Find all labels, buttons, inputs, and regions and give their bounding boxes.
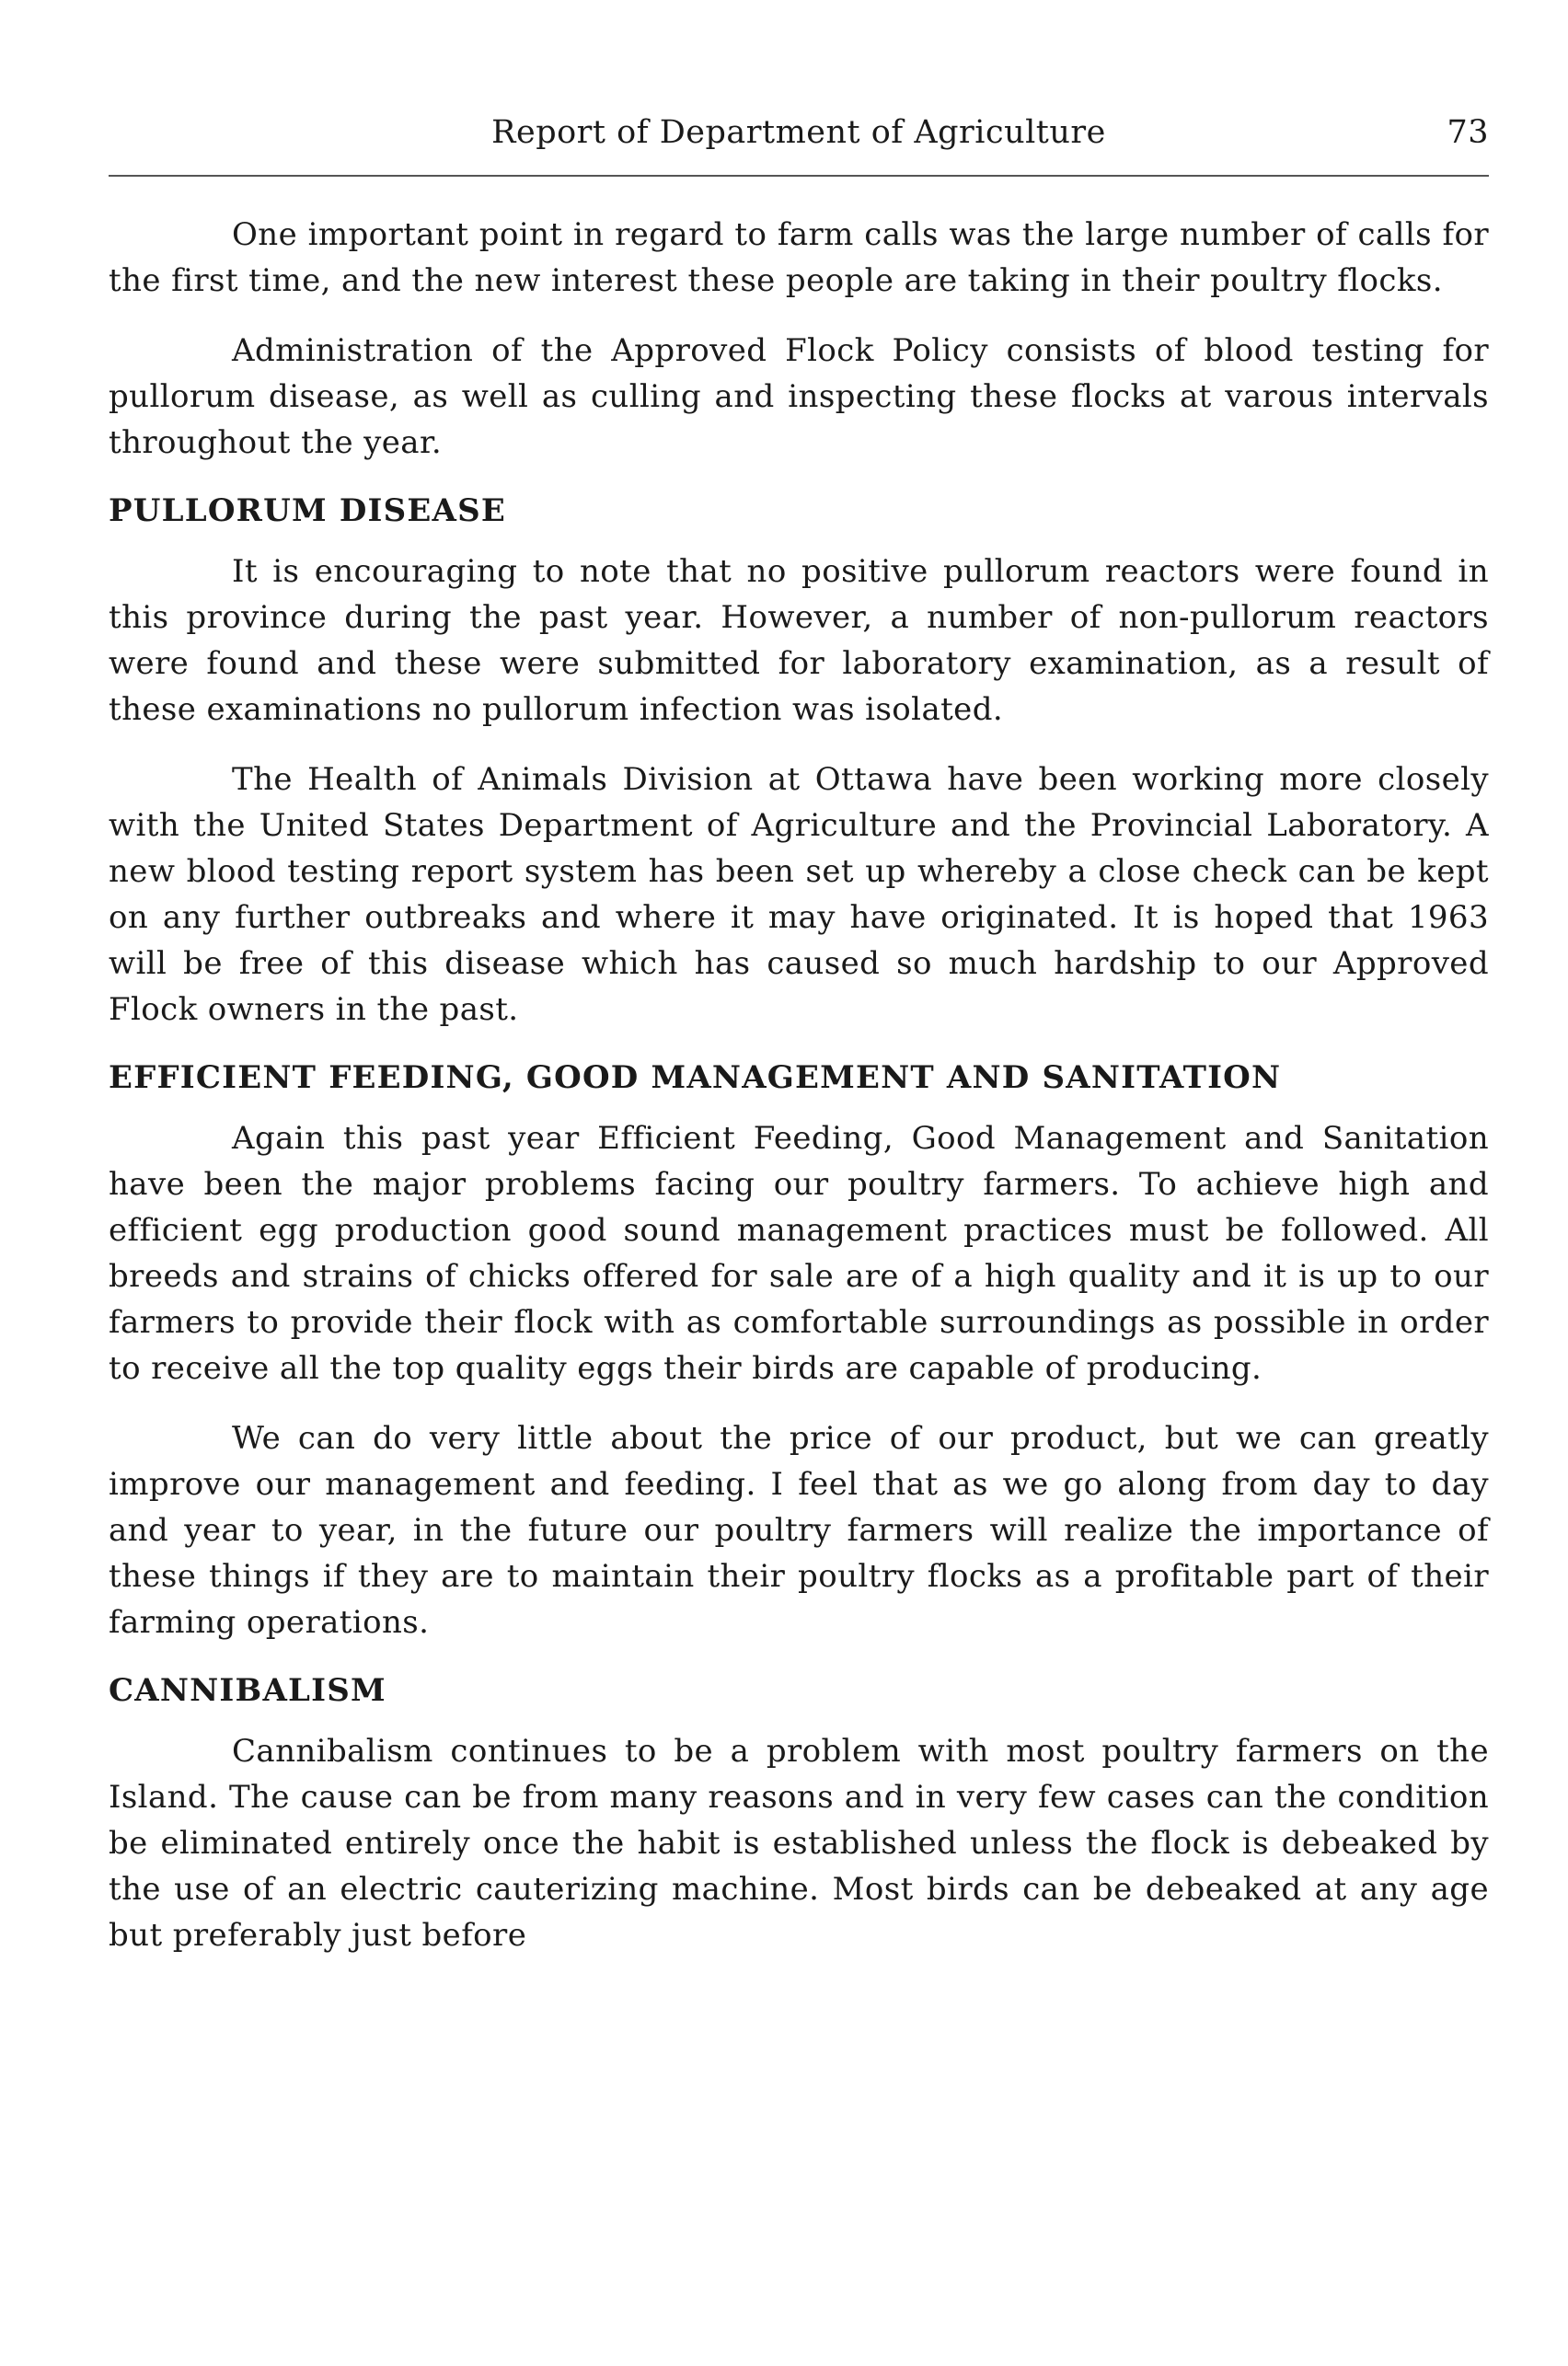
paragraph-health-of-animals: The Health of Animals Division at Ottawa have been working more closely with the United States Department of Agriculture and the Provincial Laboratory. A new blood testing report system has been set up whereby a close check can be kept on any further outbreaks and where it may have originated. It is hoped that 1963 will be free of this disease which has caused so much hardship to our Approved Flock owners in the past. bbox=[109, 761, 1489, 1028]
paragraph-pullorum-reactors: It is encouraging to note that no positive pullorum reactors were found in this province during the past year. However, a number of non-pullorum reactors were found and these were submitted for laboratory examination, as a result of these examinations no pullorum infection was isolated. bbox=[109, 553, 1489, 728]
paragraph-approved-flock-policy: Administration of the Approved Flock Policy consists of blood testing for pullorum disease, as well as culling and inspecting these flocks at varous intervals throughout the year. bbox=[109, 332, 1489, 461]
heading-cannibalism: CANNIBALISM bbox=[109, 1672, 386, 1709]
heading-pullorum-disease: PULLORUM DISEASE bbox=[109, 492, 506, 529]
page-number: 73 bbox=[1447, 114, 1489, 151]
paragraph-farm-calls: One important point in regard to farm calls was the large number of calls for the first time, and the new interest these people are taking in their poultry flocks. bbox=[109, 216, 1489, 299]
heading-efficient-feeding: EFFICIENT FEEDING, GOOD MANAGEMENT AND SANITATION bbox=[109, 1059, 1282, 1096]
header-rule bbox=[109, 175, 1489, 177]
paragraph-management-practices: Again this past year Efficient Feeding, Good Management and Sanitation have been the major problems facing our poultry farmers. To achieve high and efficient egg production good sound management practices must be followed. All breeds and strains of chicks offered for sale are of a high quality and it is up to our farmers to provide their flock with as comfortable surroundings as possible in order to receive all the top quality eggs their birds are capable of producing. bbox=[109, 1120, 1489, 1387]
paragraph-cannibalism: Cannibalism continues to be a problem with most poultry farmers on the Island. The cause can be from many reasons and in very few cases can the condition be eliminated entirely once the habit is established unless the flock is debeaked by the use of an electric cauterizing machine. Most birds can be debeaked at any age but preferably just before bbox=[109, 1733, 1489, 1954]
running-head bbox=[109, 110, 1489, 166]
document-page bbox=[109, 110, 1489, 1982]
paragraph-price-of-product: We can do very little about the price of our product, but we can greatly improve our management and feeding. I feel that as we go along from day to day and year to year, in the future our poultry farmers will realize the importance of these things if they are to maintain their poultry flocks as a profitable part of their farming operations. bbox=[109, 1420, 1489, 1641]
running-title: Report of Department of Agriculture bbox=[491, 114, 1106, 151]
